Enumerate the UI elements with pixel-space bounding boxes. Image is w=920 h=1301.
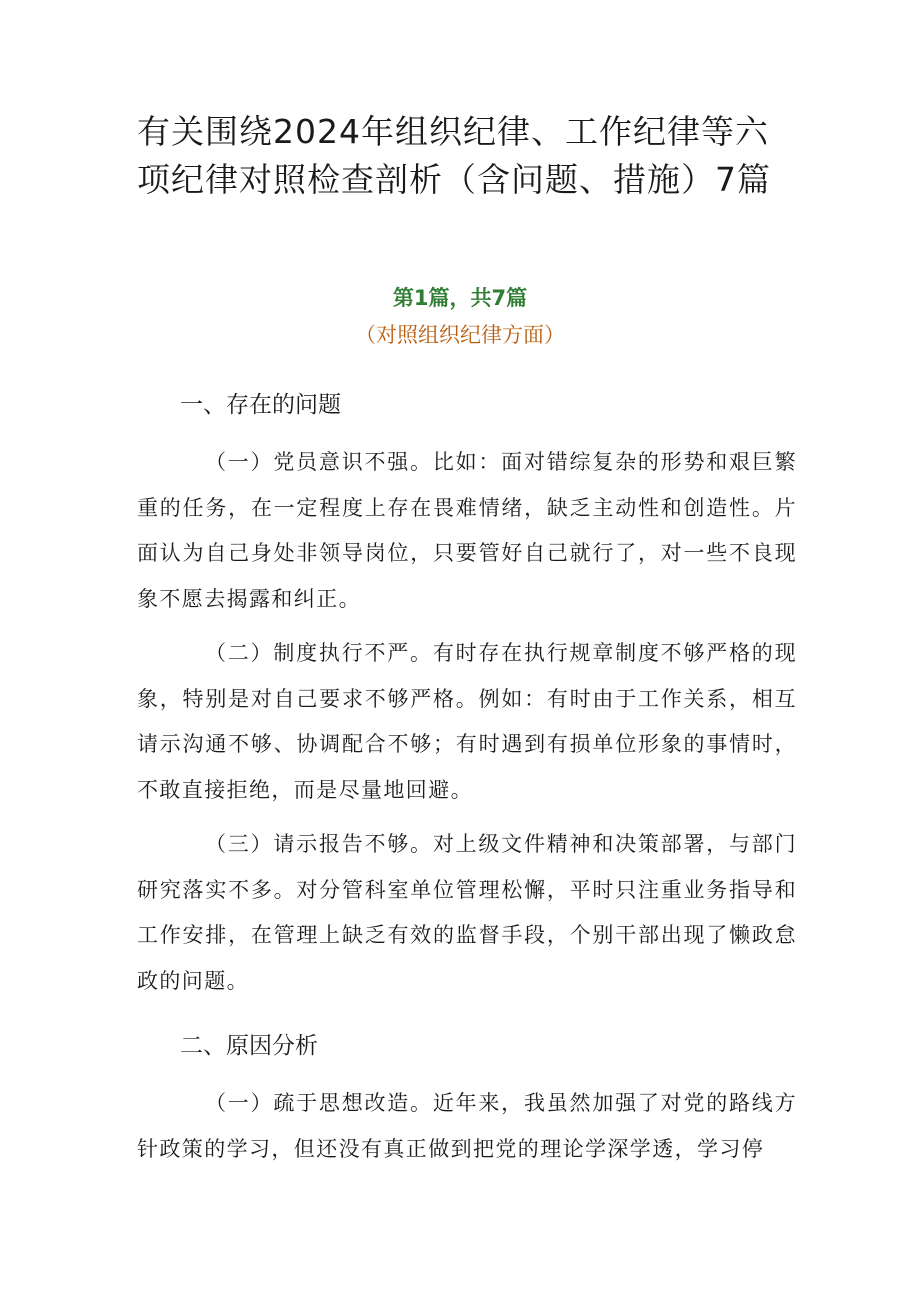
paragraph-problem-2: （二）制度执行不严。有时存在执行规章制度不够严格的现象，特别是对自己要求不够严格。例如：有时由于工作关系，相互请示沟通不够、协调配合不够；有时遇到有损单位形象的事情时，不敢直接拒绝，而是尽量地回避。: [137, 641, 797, 802]
section-heading-causes: 二、原因分析: [180, 1033, 318, 1059]
document-title: 有关围绕2024年组织纪律、工作纪律等六项纪律对照检查剖析（含问题、措施）7篇: [137, 112, 771, 199]
paragraph-cause-1: （一）疏于思想改造。近年来，我虽然加强了对党的路线方针政策的学习，但还没有真正做到把党的理论学深学透，学习停: [137, 1091, 797, 1161]
aspect-label: （对照组织纪律方面）: [355, 323, 565, 347]
paragraph-problem-3: （三）请示报告不够。对上级文件精神和决策部署，与部门研究落实不多。对分管科室单位管理松懈，平时只注重业务指导和工作安排，在管理上缺乏有效的监督手段，个别干部出现了懒政怠政的问题。: [137, 832, 797, 993]
section-heading-problems: 一、存在的问题: [180, 392, 341, 418]
part-label: 第1篇，共7篇: [392, 286, 528, 310]
paragraph-problem-1: （一）党员意识不强。比如：面对错综复杂的形势和艰巨繁重的任务，在一定程度上存在畏难情绪，缺乏主动性和创造性。片面认为自己身处非领导岗位，只要管好自己就行了，对一些不良现象不愿去揭露和纠正。: [137, 450, 797, 611]
